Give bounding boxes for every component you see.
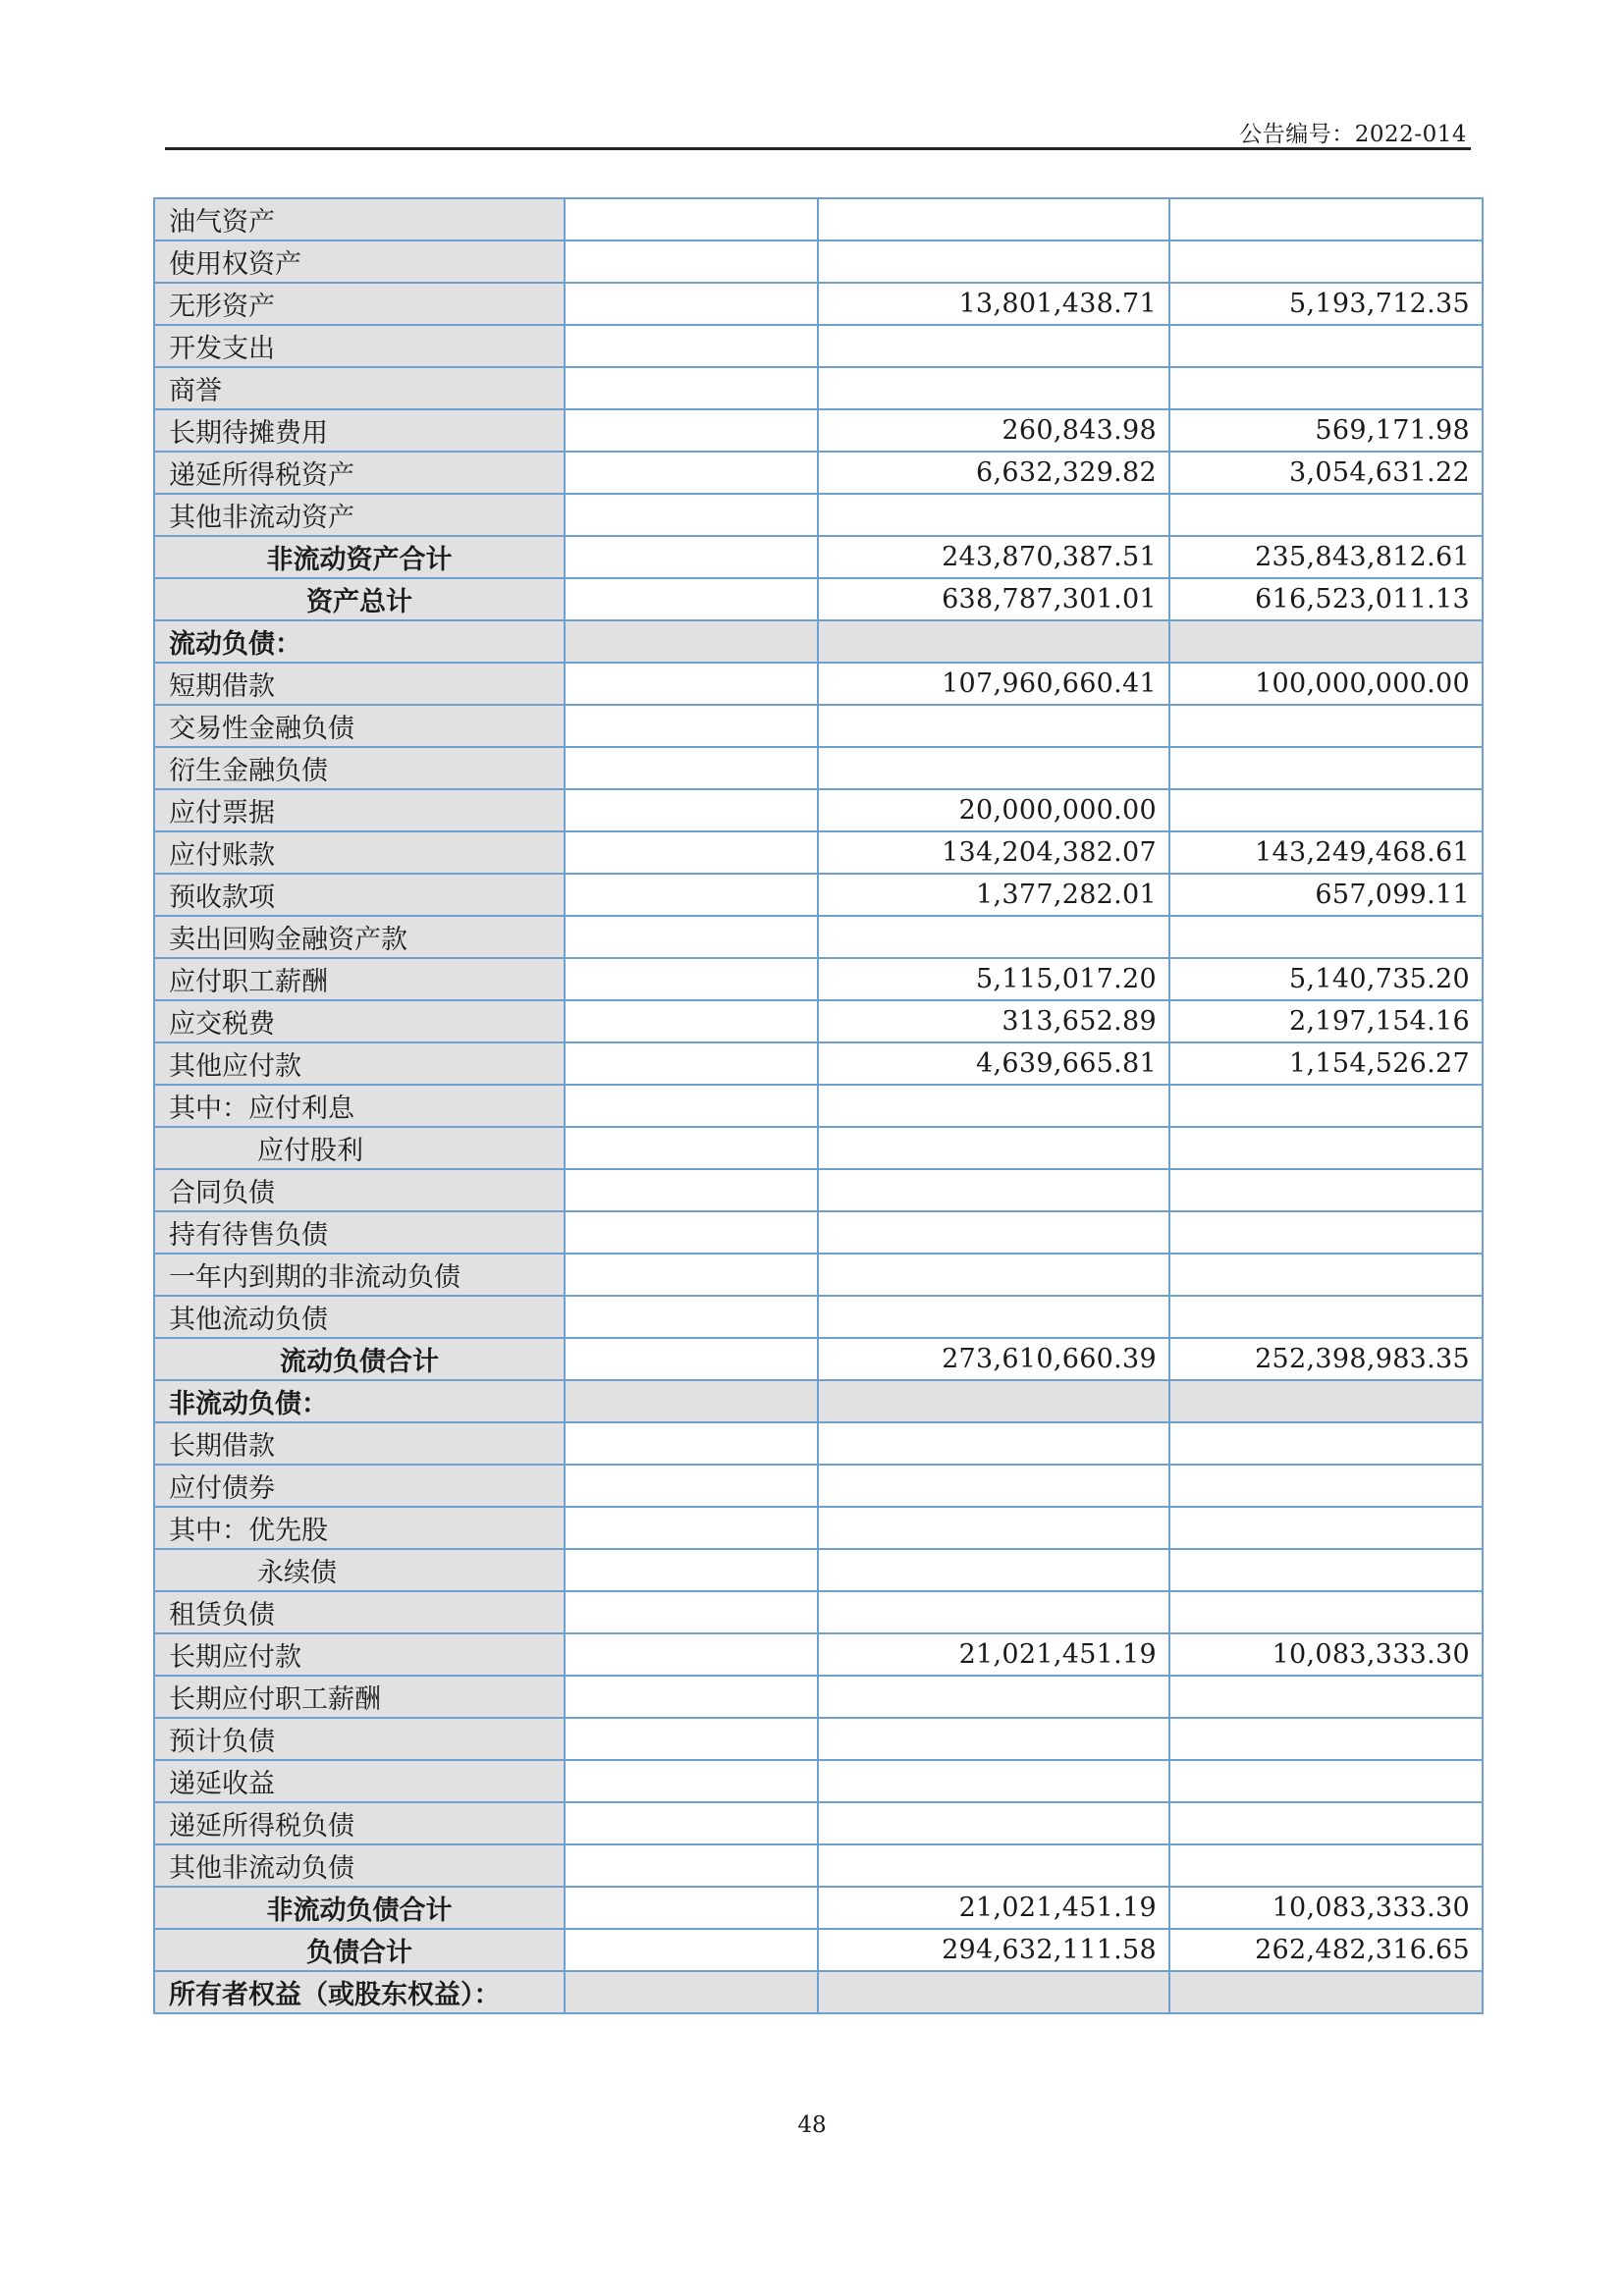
row-label: 应付债券 (154, 1465, 565, 1507)
table-row (154, 198, 1483, 240)
cell-c1 (565, 663, 818, 705)
table-row (154, 1000, 1483, 1042)
total-row (154, 1887, 1483, 1929)
cell-c3 (1169, 325, 1483, 367)
cell-c3 (1169, 1127, 1483, 1169)
table-row (154, 1169, 1483, 1211)
cell-c3 (1169, 1802, 1483, 1844)
row-label: 开发支出 (154, 325, 565, 367)
row-label: 应付职工薪酬 (154, 958, 565, 1000)
row-label: 资产总计 (154, 578, 565, 620)
page-header (165, 110, 1471, 150)
row-label: 交易性金融负债 (154, 705, 565, 747)
cell-c1 (565, 1760, 818, 1802)
total-row (154, 578, 1483, 620)
cell-c1 (565, 705, 818, 747)
row-label: 租赁负债 (154, 1591, 565, 1633)
row-label: 其他非流动负债 (154, 1844, 565, 1887)
cell-c1 (565, 1127, 818, 1169)
total-row (154, 536, 1483, 578)
cell-c1 (565, 1338, 818, 1380)
row-label: 长期应付职工薪酬 (154, 1676, 565, 1718)
cell-c3 (1169, 1718, 1483, 1760)
cell-c1 (565, 1718, 818, 1760)
table-row (154, 1718, 1483, 1760)
cell-c1 (565, 1042, 818, 1085)
cell-c1 (565, 494, 818, 536)
row-label: 非流动资产合计 (154, 536, 565, 578)
cell-c1 (565, 536, 818, 578)
table-row (154, 1633, 1483, 1676)
cell-c3: 100,000,000.00 (1169, 663, 1483, 705)
cell-c3 (1169, 916, 1483, 958)
cell-c3: 235,843,812.61 (1169, 536, 1483, 578)
row-label: 其中：应付利息 (154, 1085, 565, 1127)
cell-c2: 4,639,665.81 (818, 1042, 1169, 1085)
row-label: 递延收益 (154, 1760, 565, 1802)
row-label: 所有者权益（或股东权益）： (154, 1971, 565, 2013)
cell-c3 (1169, 367, 1483, 409)
table-row (154, 1507, 1483, 1549)
cell-c3: 5,140,735.20 (1169, 958, 1483, 1000)
cell-c2 (818, 1211, 1169, 1254)
row-label: 应付股利 (154, 1127, 565, 1169)
table-row (154, 789, 1483, 831)
cell-c2 (818, 1760, 1169, 1802)
total-row (154, 1929, 1483, 1971)
row-label: 应付票据 (154, 789, 565, 831)
cell-c2 (818, 1591, 1169, 1633)
cell-c1 (565, 620, 818, 663)
cell-c1 (565, 1802, 818, 1844)
cell-c1 (565, 1507, 818, 1549)
cell-c2: 20,000,000.00 (818, 789, 1169, 831)
row-label: 应付账款 (154, 831, 565, 874)
table-row (154, 494, 1483, 536)
row-label: 负债合计 (154, 1929, 565, 1971)
table-row (154, 747, 1483, 789)
cell-c3 (1169, 1380, 1483, 1422)
row-label: 合同负债 (154, 1169, 565, 1211)
cell-c3 (1169, 240, 1483, 283)
row-label: 使用权资产 (154, 240, 565, 283)
cell-c1 (565, 874, 818, 916)
cell-c3: 3,054,631.22 (1169, 452, 1483, 494)
table-row (154, 1549, 1483, 1591)
cell-c3 (1169, 1760, 1483, 1802)
row-label: 持有待售负债 (154, 1211, 565, 1254)
cell-c3 (1169, 1254, 1483, 1296)
row-label: 递延所得税资产 (154, 452, 565, 494)
cell-c3: 2,197,154.16 (1169, 1000, 1483, 1042)
cell-c1 (565, 240, 818, 283)
row-label: 其他应付款 (154, 1042, 565, 1085)
cell-c3 (1169, 1676, 1483, 1718)
cell-c1 (565, 1971, 818, 2013)
table-row (154, 1802, 1483, 1844)
section-row (154, 620, 1483, 663)
cell-c2 (818, 1127, 1169, 1169)
cell-c1 (565, 1000, 818, 1042)
cell-c1 (565, 916, 818, 958)
row-label: 其他流动负债 (154, 1296, 565, 1338)
cell-c2: 243,870,387.51 (818, 536, 1169, 578)
row-label: 预收款项 (154, 874, 565, 916)
cell-c2 (818, 1802, 1169, 1844)
cell-c1 (565, 283, 818, 325)
cell-c3 (1169, 494, 1483, 536)
table-row (154, 409, 1483, 452)
cell-c2 (818, 325, 1169, 367)
cell-c3 (1169, 1507, 1483, 1549)
row-label: 其中：优先股 (154, 1507, 565, 1549)
row-label: 其他非流动资产 (154, 494, 565, 536)
table-row (154, 1591, 1483, 1633)
cell-c3: 10,083,333.30 (1169, 1633, 1483, 1676)
table-row (154, 705, 1483, 747)
cell-c3 (1169, 1844, 1483, 1887)
cell-c2: 273,610,660.39 (818, 1338, 1169, 1380)
page-number: 48 (797, 2112, 827, 2138)
cell-c2: 260,843.98 (818, 409, 1169, 452)
cell-c2 (818, 916, 1169, 958)
row-label: 无形资产 (154, 283, 565, 325)
cell-c3 (1169, 620, 1483, 663)
table-row (154, 1085, 1483, 1127)
table-row (154, 1296, 1483, 1338)
announcement-number: 公告编号：2022-014 (1239, 122, 1467, 147)
cell-c2: 21,021,451.19 (818, 1633, 1169, 1676)
cell-c3 (1169, 1971, 1483, 2013)
cell-c1 (565, 452, 818, 494)
cell-c2: 294,632,111.58 (818, 1929, 1169, 1971)
cell-c1 (565, 1254, 818, 1296)
cell-c2: 5,115,017.20 (818, 958, 1169, 1000)
cell-c2 (818, 1254, 1169, 1296)
table-row (154, 1676, 1483, 1718)
cell-c1 (565, 831, 818, 874)
cell-c1 (565, 747, 818, 789)
cell-c2: 1,377,282.01 (818, 874, 1169, 916)
row-label: 非流动负债合计 (154, 1887, 565, 1929)
cell-c1 (565, 1929, 818, 1971)
table-row (154, 240, 1483, 283)
cell-c1 (565, 1296, 818, 1338)
table-row (154, 958, 1483, 1000)
cell-c2 (818, 1422, 1169, 1465)
table-row (154, 831, 1483, 874)
cell-c2 (818, 1844, 1169, 1887)
cell-c2: 313,652.89 (818, 1000, 1169, 1042)
cell-c1 (565, 1169, 818, 1211)
cell-c1 (565, 367, 818, 409)
cell-c1 (565, 1549, 818, 1591)
row-label: 递延所得税负债 (154, 1802, 565, 1844)
cell-c3 (1169, 747, 1483, 789)
cell-c3: 5,193,712.35 (1169, 283, 1483, 325)
table-row (154, 916, 1483, 958)
cell-c1 (565, 1211, 818, 1254)
cell-c3: 1,154,526.27 (1169, 1042, 1483, 1085)
cell-c2 (818, 620, 1169, 663)
row-label: 预计负债 (154, 1718, 565, 1760)
table-row (154, 874, 1483, 916)
cell-c2: 13,801,438.71 (818, 283, 1169, 325)
row-label: 长期借款 (154, 1422, 565, 1465)
table-row (154, 1127, 1483, 1169)
cell-c3 (1169, 705, 1483, 747)
table-row (154, 452, 1483, 494)
cell-c2: 21,021,451.19 (818, 1887, 1169, 1929)
cell-c2 (818, 1971, 1169, 2013)
row-label: 商誉 (154, 367, 565, 409)
row-label: 卖出回购金融资产款 (154, 916, 565, 958)
cell-c2 (818, 1676, 1169, 1718)
table-row (154, 1844, 1483, 1887)
cell-c2: 107,960,660.41 (818, 663, 1169, 705)
cell-c3 (1169, 1422, 1483, 1465)
cell-c1 (565, 325, 818, 367)
table-row (154, 283, 1483, 325)
cell-c1 (565, 578, 818, 620)
cell-c1 (565, 1085, 818, 1127)
table-row (154, 1760, 1483, 1802)
cell-c2 (818, 198, 1169, 240)
row-label: 长期待摊费用 (154, 409, 565, 452)
table-row (154, 367, 1483, 409)
cell-c2 (818, 705, 1169, 747)
cell-c1 (565, 1591, 818, 1633)
total-row (154, 1338, 1483, 1380)
cell-c3 (1169, 1591, 1483, 1633)
cell-c2: 638,787,301.01 (818, 578, 1169, 620)
row-label: 应交税费 (154, 1000, 565, 1042)
cell-c3: 10,083,333.30 (1169, 1887, 1483, 1929)
row-label: 长期应付款 (154, 1633, 565, 1676)
cell-c2: 6,632,329.82 (818, 452, 1169, 494)
cell-c1 (565, 1633, 818, 1676)
cell-c3: 143,249,468.61 (1169, 831, 1483, 874)
table-row (154, 1211, 1483, 1254)
cell-c1 (565, 789, 818, 831)
row-label: 永续债 (154, 1549, 565, 1591)
cell-c3 (1169, 1169, 1483, 1211)
cell-c2 (818, 1085, 1169, 1127)
table-row (154, 325, 1483, 367)
cell-c2 (818, 1296, 1169, 1338)
row-label: 非流动负债： (154, 1380, 565, 1422)
cell-c1 (565, 1887, 818, 1929)
balance-sheet-table (153, 197, 1484, 2014)
section-row (154, 1380, 1483, 1422)
table-row (154, 663, 1483, 705)
cell-c2 (818, 747, 1169, 789)
cell-c2 (818, 240, 1169, 283)
cell-c1 (565, 1380, 818, 1422)
cell-c2 (818, 367, 1169, 409)
cell-c3: 252,398,983.35 (1169, 1338, 1483, 1380)
table-row (154, 1422, 1483, 1465)
row-label: 流动负债： (154, 620, 565, 663)
cell-c3: 657,099.11 (1169, 874, 1483, 916)
row-label: 油气资产 (154, 198, 565, 240)
cell-c2: 134,204,382.07 (818, 831, 1169, 874)
row-label: 衍生金融负债 (154, 747, 565, 789)
cell-c1 (565, 958, 818, 1000)
row-label: 一年内到期的非流动负债 (154, 1254, 565, 1296)
cell-c3: 569,171.98 (1169, 409, 1483, 452)
cell-c2 (818, 1507, 1169, 1549)
cell-c3: 616,523,011.13 (1169, 578, 1483, 620)
table-row (154, 1254, 1483, 1296)
cell-c3 (1169, 1211, 1483, 1254)
cell-c2 (818, 1465, 1169, 1507)
cell-c1 (565, 1676, 818, 1718)
cell-c2 (818, 1718, 1169, 1760)
section-row (154, 1971, 1483, 2013)
cell-c1 (565, 198, 818, 240)
cell-c3 (1169, 1085, 1483, 1127)
cell-c3 (1169, 1549, 1483, 1591)
cell-c1 (565, 1465, 818, 1507)
cell-c1 (565, 1844, 818, 1887)
table-row (154, 1465, 1483, 1507)
cell-c3 (1169, 1465, 1483, 1507)
cell-c3 (1169, 1296, 1483, 1338)
cell-c2 (818, 1169, 1169, 1211)
cell-c3: 262,482,316.65 (1169, 1929, 1483, 1971)
row-label: 短期借款 (154, 663, 565, 705)
cell-c1 (565, 1422, 818, 1465)
table-row (154, 1042, 1483, 1085)
cell-c2 (818, 1549, 1169, 1591)
cell-c2 (818, 1380, 1169, 1422)
cell-c3 (1169, 789, 1483, 831)
cell-c1 (565, 409, 818, 452)
cell-c2 (818, 494, 1169, 536)
cell-c3 (1169, 198, 1483, 240)
row-label: 流动负债合计 (154, 1338, 565, 1380)
